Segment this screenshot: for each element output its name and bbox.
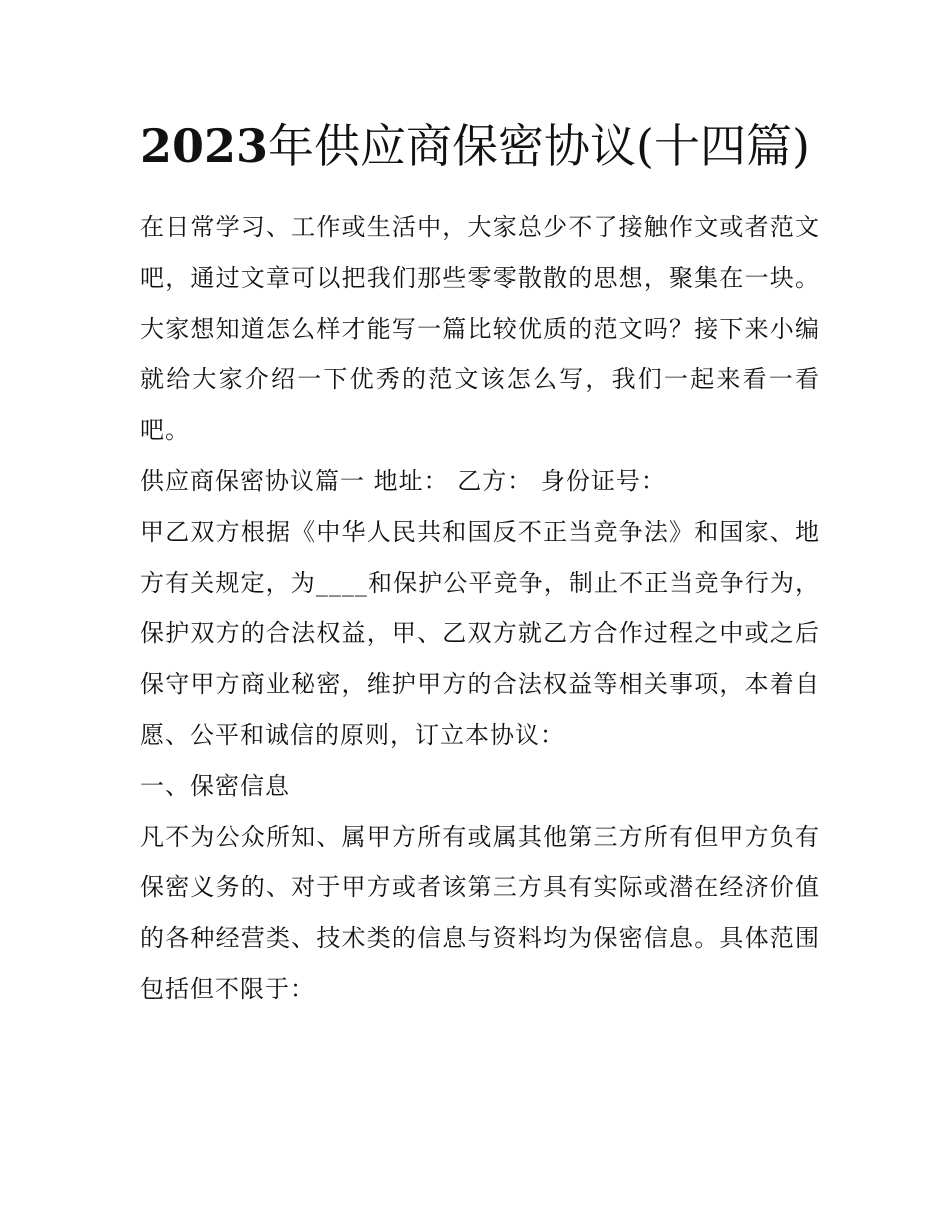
document-title [140,112,820,180]
title-text: 年供应商保密协议(十四篇) [268,119,810,173]
confidential-info-paragraph: 凡不为公众所知、属甲方所有或属其他第三方所有但甲方负有保密义务的、对于甲方或者该第三方具有实际或潜在经济价值的各种经营类、技术类的信息与资料均为保密信息。具体范围包括但不限于： [140,822,820,1003]
agreement-header-line: 供应商保密协议篇一 地址： 乙方： 身份证号： [140,466,666,495]
document-body [140,112,820,1015]
intro-paragraph: 在日常学习、工作或生活中，大家总少不了接触作文或者范文吧，通过文章可以把我们那些零零散散的思想，聚集在一块。大家想知道怎么样才能写一篇比较优质的范文吗？接下来小编就给大家介绍一下优秀的范文该怎么写，我们一起来看一看吧。 [140,213,820,445]
section-heading-confidential-info: 一、保密信息 [140,771,290,800]
preamble-paragraph: 甲乙双方根据《中华人民共和国反不正当竞争法》和国家、地方有关规定，为____和保护公平竞争，制止不正当竞争行为，保护双方的合法权益，甲、乙双方就乙方合作过程之中或之后保守甲方商业秘密，维护甲方的合法权益等相关事项，本着自愿、公平和诚信的原则，订立本协议： [140,517,820,749]
title-year: 2023 [140,119,269,173]
